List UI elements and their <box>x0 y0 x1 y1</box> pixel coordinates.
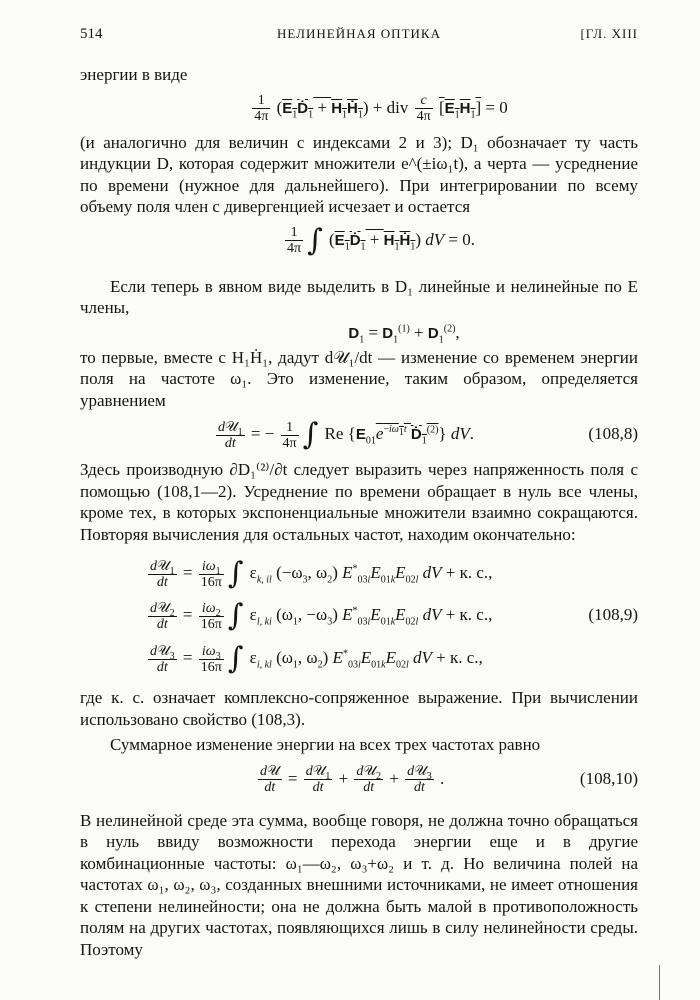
equation-108-9-group <box>80 553 638 683</box>
paragraph-5: Здесь производную ∂D₁⁽²⁾/∂t следует выразить через напряженность поля с помощью (108,1—2). Усреднение по времени обращает в нуль все члены, кроме тех, в которых экспоненциальные множители взаимно сокращаются. Повторяя вычисления для остальных частот, находим окончательно: <box>80 460 638 544</box>
paragraph-2: (и аналогично для величин с индексами 2 и 3); D₁ обозначает ту часть индукции D, которая содержит множители e^(±iω₁t), а черта — усреднение по времени (нужное для дальнейшего). При интегрировании по всему объему поля член с дивергенцией исчезает и остается <box>80 132 638 216</box>
equation-number-108-10: (108,10) <box>579 768 638 788</box>
paragraph-8: В нелинейной среде эта сумма, вообще говоря, не должна точно обращаться в нуль ввиду возможности перехода энергии еще и в другие комбинационные частоты: ω₁—ω₂, ω₃+ω₂ и т. д. Но величина полей на частотах ω₁, ω₂, ω₃, созданных внешними источниками, не имеет отношения к степени нелинейности; она не должна быть малой в противоположность полям на других частотах, появляющихся лишь в силу нелинейности среды. Поэтому <box>80 810 638 959</box>
equation-induction-split: $D_1 = D_1^{(1)} + D_1^{(2)}$, <box>348 322 460 345</box>
paragraph-7: Суммарное изменение энергии на всех трех частотах равно <box>110 735 541 754</box>
equation-108-8: $\frac{d𝒰_1}{dt}$ = − $\frac{1}{4\pi}$ ∫ Re {$E_{01}e^{-i\omega_1t}$ Ḋ$_1^{(2)}$} dV. (108,8) <box>80 411 638 457</box>
chapter-label: [ГЛ. XIII <box>580 26 638 41</box>
equation-number-108-8: (108,8) <box>588 424 638 443</box>
paragraph-3: Если теперь в явном виде выделить в D₁ линейные и нелинейные по E члены, <box>80 276 638 317</box>
equation-volume-integral: $\frac{1}{4\pi}$ ∫ ($E_1Ḋ_1$ + $H_1Ḣ_1$) dV = 0. <box>287 222 475 258</box>
paragraph-1: энергии в виде <box>80 65 188 84</box>
running-title: НЕЛИНЕЙНАЯ ОПТИКА <box>277 26 441 41</box>
page-header <box>80 26 638 48</box>
page-body <box>80 64 638 960</box>
equation-108-9-line-2: $\frac{d𝒰_2}{dt}$ = $\frac{i\omega_2}{16\pi}$ ∫ $\varepsilon_{l, ki}$ ($\omega_1$, $-\omega_3$) $E^*_{03i}E_{01k}E_{02l}$ dV + к. с., (108,9) <box>80 593 638 637</box>
paragraph-4: то первые, вместе с H₁Ḣ₁, дадут d𝒰₁/dt — изменение со временем энергии поля на частоте ω₁. Это изменение, таким образом, определяется уравнением <box>80 347 638 410</box>
equation-number-108-9: (108,9) <box>588 605 638 624</box>
equation-108-10: $\frac{\text{d𝒰}}{dt}$ = $\frac{d𝒰_1}{dt}$ + $\frac{d𝒰_2}{dt}$ + $\frac{d𝒰_3}{dt}$ . (108,10) <box>80 756 638 802</box>
equation-108-9-line-3: $\frac{d𝒰_3}{dt}$ = $\frac{i\omega_3}{16\pi}$ ∫ $\varepsilon_{i, kl}$ ($\omega_1$, $\omega_2$) $E^*_{03i}E_{01k}E_{02l}$ dV + к. с., <box>150 641 483 677</box>
paragraph-6: где к. с. означает комплексно-сопряженное выражение. При вычислении использовано свойство (108,3). <box>80 688 638 729</box>
equation-108-9-line-1: $\frac{d𝒰_1}{dt}$ = $\frac{i\omega_1}{16\pi}$ ∫ $\varepsilon_{k, il}$ ($-\omega_3$, $\omega_2$) $E^*_{03i}E_{01k}E_{02l}$ dV + к. с., <box>150 556 493 592</box>
page-number: 514 <box>80 26 103 42</box>
margin-mark <box>659 965 660 1000</box>
equation-energy-divergence: $\frac{1}{4\pi}$ ($E_1Ḋ_1$ + $H_1Ḣ_1$) + div $\frac{c}{4\pi}$ $[E_1H_1] = 0$ <box>254 93 508 125</box>
